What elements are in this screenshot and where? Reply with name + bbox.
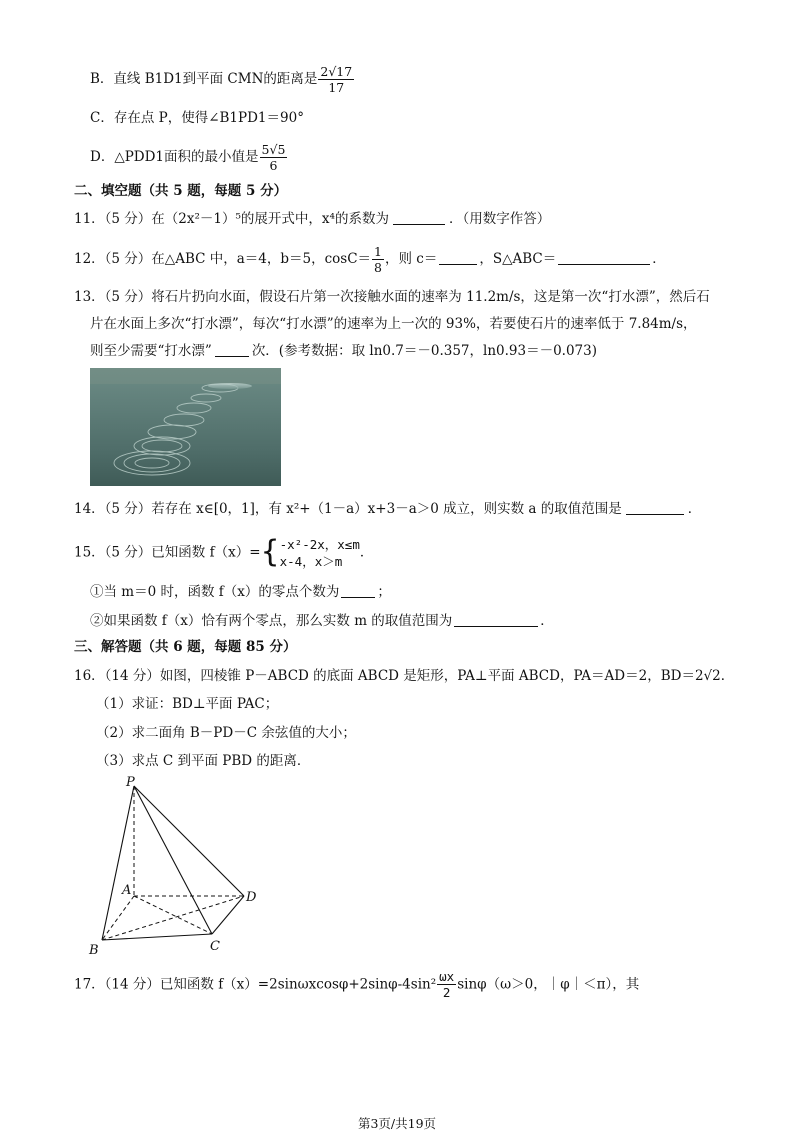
answer-blank-15a [341, 583, 375, 598]
question-13-line-3: 则至少需要“打水漂” 次．(参考数据：取 ln0.7＝－0.357，ln0.93＝－0.073) [90, 343, 597, 359]
option-b-fraction: $\frac{2√17}{17}$ [320, 64, 353, 95]
question-16-part-3: （3）求点 C 到平面 PBD 的距离． [96, 753, 311, 769]
pyramid-figure [84, 774, 274, 960]
piecewise-cases: -x²-2x，x≤m x-4，x＞m [279, 536, 360, 569]
edge-cd [212, 896, 244, 934]
label-b: B [89, 943, 99, 958]
question-16-stem: 16．（14 分）如图，四棱锥 P－ABCD 的底面 ABCD 是矩形，PA⊥平面 ABCD，PA＝AD＝2，BD＝2√2． [74, 668, 735, 684]
ripple-drawing [90, 368, 281, 486]
label-d: D [246, 890, 257, 905]
answer-blank-13 [215, 342, 249, 357]
question-11: 11．（5 分）在（2x²－1）⁵的展开式中，x⁴的系数为 ．（用数字作答） [74, 211, 551, 227]
question-15: 15．（5 分）已知函数 f（x）={ -x²-2x，x≤m x-4，x＞m ． [74, 534, 374, 570]
section-heading-solutions: 三、解答题（共 6 题，每题 85 分） [74, 639, 297, 655]
question-12: 12．（5 分）在△ABC 中，a＝4，b＝5，cosC＝ $\frac{1}{8}$ ，则 c＝ ，S△ABC＝ ． [74, 244, 666, 275]
question-13-line-2: 片在水面上多次“打水漂”，每次“打水漂”的速率为上一次的 93%，若要使石片的速率低于 7.84m/s， [90, 316, 697, 332]
option-d-text: D．△PDD1面积的最小值是 [90, 149, 259, 165]
option-c: C．存在点 P，使得∠B1PD1＝90° [90, 110, 304, 126]
edge-pc [134, 786, 212, 934]
answer-blank-12b [558, 250, 650, 265]
answer-blank-14 [626, 500, 684, 515]
question-13-line-1: 13．（5 分）将石片扔向水面，假设石片第一次接触水面的速率为 11.2m/s，这是第一次“打水漂”，然后石 [74, 289, 710, 305]
question-16-part-1: （1）求证：BD⊥平面 PAC； [96, 696, 279, 712]
answer-blank-11 [393, 210, 445, 225]
stone-skipping-photo [90, 368, 281, 486]
label-c: C [210, 939, 220, 954]
question-14: 14．（5 分）若存在 x∈[0，1]，有 x²+（1－a）x+3－a＞0 成立，则实数 a 的取值范围是 ． [74, 501, 702, 517]
edge-pd [134, 786, 244, 896]
page-number-footer: 第3页/共19页 [357, 1116, 437, 1131]
question-15-part-1: ①当 m＝0 时，函数 f（x）的零点个数为 ； [90, 584, 391, 600]
answer-blank-12a [439, 250, 477, 265]
option-b [90, 64, 355, 95]
question-15-part-2: ②如果函数 f（x）恰有两个零点，那么实数 m 的取值范围为 ． [90, 613, 554, 629]
question-17: 17．（14 分）已知函数 f（x）=2sinωxcosφ+2sinφ-4sin² $\frac{\omega x}{2}$ sinφ（ω＞0，｜φ｜＜π），其 [74, 969, 640, 1000]
option-b-text: B．直线 B1D1到平面 CMN的距离是 [90, 71, 318, 87]
diagonal-ac-hidden [134, 896, 212, 934]
option-d [90, 142, 288, 173]
label-a: A [122, 883, 132, 898]
section-heading-fill-in: 二、填空题（共 5 题，每题 5 分） [74, 183, 288, 199]
piecewise-brace: { [260, 534, 280, 570]
edge-pb [102, 786, 134, 940]
answer-blank-15b [454, 612, 538, 627]
option-d-fraction: $\frac{5√5}{6}$ [261, 142, 286, 173]
omega-x-over-2-fraction: $\frac{\omega x}{2}$ [439, 969, 455, 1000]
diagonal-bd-hidden [102, 896, 244, 940]
cos-c-fraction: $\frac{1}{8}$ [374, 244, 382, 275]
question-16-part-2: （2）求二面角 B－PD－C 余弦值的大小； [96, 725, 356, 741]
label-p: P [126, 775, 135, 790]
